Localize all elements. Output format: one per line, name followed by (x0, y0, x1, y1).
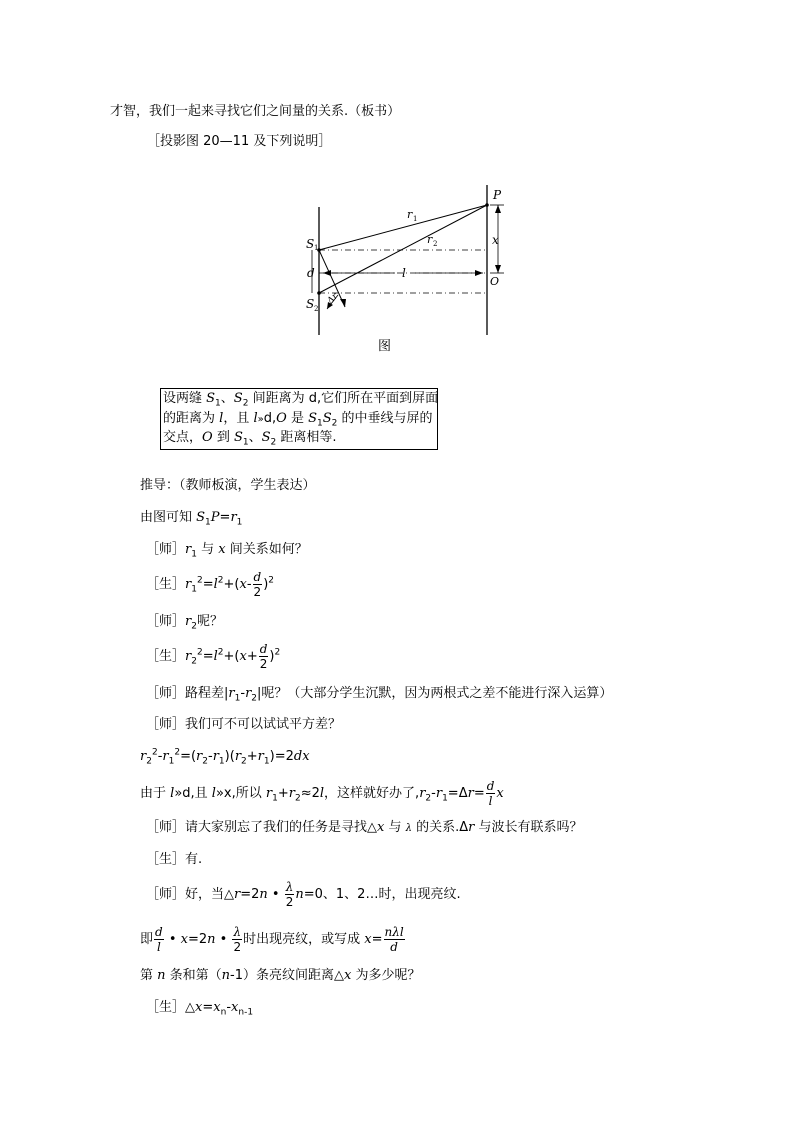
teacher-q5: ［师］请大家别忘了我们的任务是寻找△x 与 λ 的关系.Δr 与波长有联系吗？ (146, 820, 583, 835)
known-from-figure: 由图可知 $S_1P=r_1$ (140, 510, 243, 528)
figure-caption: 图 (378, 339, 392, 354)
r1-sub: 1 (413, 215, 418, 223)
double-slit-diagram (290, 185, 510, 360)
point-p-label: P (493, 188, 502, 202)
projection-note: ［投影图 20—11 及下列说明］ (147, 134, 332, 149)
teacher-q4: ［师］我们可不可以试试平方差？ (146, 717, 342, 732)
r2-sub: 2 (433, 240, 438, 248)
box-line-2: 的距离为 l，且 l»d,O 是 $S_1S_2$ 的中垂线与屏的 (163, 411, 433, 429)
student-a1: ［生$]r_1^2=l^2+(x-$ $\frac{d}{2}$ )$^2$ (146, 570, 275, 599)
nth-fringe-question: 第 n 条和第（n-1）条亮纹间距离△x 为多少呢？ (140, 968, 421, 983)
square-difference-formula: $r_2^2-r_1^2=(r_2-r_1)(r_2+r_1)=2dx$ (140, 747, 310, 767)
student-a5: ［生］有. (146, 852, 203, 867)
s1-sub: 1 (314, 244, 319, 252)
s2-label: S (306, 297, 315, 311)
student-a2: ［生$]r_2^2=l^2+(x+$ $\frac{d}{2}$ )$^2$ (146, 642, 281, 671)
student-a6: ［生$]\triangle x=x_n-x_{n-1}$ (146, 1000, 254, 1018)
description-box (160, 388, 438, 450)
l-label: l (402, 266, 406, 280)
delta-r-label: Δr (325, 291, 341, 307)
derivation-heading: 推导：（教师板演，学生表达） (140, 478, 316, 493)
r1-label: r (407, 208, 413, 221)
teacher-q6: ［师］好，当△r=2n • $\frac{\lambda}{2}$ n=0、1、2…时，出现亮纹. (146, 880, 461, 909)
teacher-q1: ［师$]r_1$ 与 x 间关系如何？ (146, 542, 308, 560)
s1-label: S (306, 237, 315, 251)
approximation-line: 由于 l»d,且 l»x,所以 $r_1+r_2\approx 2l$，这样就好办了$,r_2-r_1=\Delta r=$ $\frac{d}{l}$ x (140, 779, 504, 808)
teacher-q3: ［师］路程差$|r_1-r_2|$呢？（大部分学生沉默，因为两根式之差不能进行深入运算） (146, 686, 613, 704)
r2-label: r (427, 233, 433, 246)
box-line-1: 设两缝 $S_1$、$S_2$ 间距离为 d,它们所在平面到屏面 (163, 391, 439, 409)
box-line-3: 交点，O 到 $S_1$、$S_2$ 距离相等. (163, 430, 337, 448)
s2-sub: 2 (314, 305, 319, 313)
d-label: d (307, 266, 315, 280)
teacher-q2: ［师$]r_2$呢？ (146, 614, 223, 632)
intro-line: 才智，我们一起来寻找它们之间量的关系.（板书） (110, 104, 401, 119)
bright-fringe-condition: 即 $\frac{d}{l}$ • x=2n • $\frac{\lambda}{2}$ 时出现亮纹，或写成 x= $\frac{\text{nλl}}{d}$ (140, 925, 404, 954)
x-label: x (492, 233, 499, 247)
point-o-label: O (490, 275, 500, 288)
